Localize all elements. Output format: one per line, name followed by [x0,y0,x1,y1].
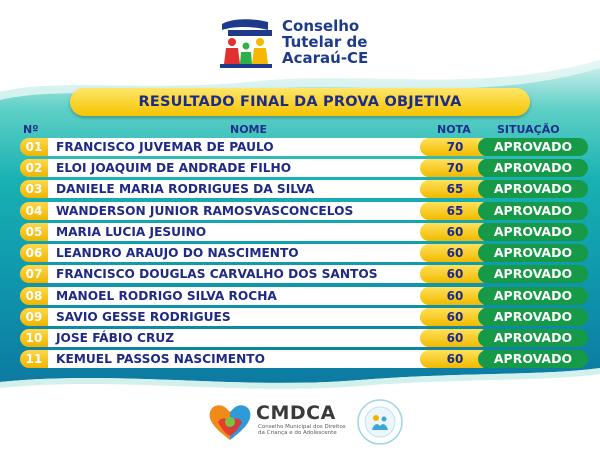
score: 60 [420,265,490,283]
row-number: 09 [20,308,48,326]
score: 60 [420,329,490,347]
candidate-name: JOSE FÁBIO CRUZ [48,329,438,347]
brand-line-3: Acaraú-CE [282,49,369,67]
score: 60 [420,223,490,241]
row-number: 04 [20,202,48,220]
row-number: 08 [20,287,48,305]
row-number: 10 [20,329,48,347]
score: 60 [420,287,490,305]
score: 65 [420,180,490,198]
brand-line-2: Tutelar de [282,33,368,51]
status-badge: APROVADO [478,159,588,177]
status-badge: APROVADO [478,138,588,156]
score: 70 [420,159,490,177]
candidate-name: ELOI JOAQUIM DE ANDRADE FILHO [48,159,438,177]
status-badge: APROVADO [478,329,588,347]
status-badge: APROVADO [478,244,588,262]
candidate-name: DANIELE MARIA RODRIGUES DA SILVA [48,180,438,198]
cmdca-title: CMDCA [256,402,336,424]
row-number: 01 [20,138,48,156]
table-row [20,138,588,156]
header-situacao: SITUAÇÃO [497,123,560,136]
table-row [20,202,588,220]
table-row [20,308,588,326]
table-row [20,159,588,177]
candidate-name: SAVIO GESSE RODRIGUES [48,308,438,326]
status-badge: APROVADO [478,180,588,198]
status-badge: APROVADO [478,265,588,283]
status-badge: APROVADO [478,202,588,220]
row-number: 07 [20,265,48,283]
candidate-name: FRANCISCO JUVEMAR DE PAULO [48,138,438,156]
score: 60 [420,350,490,368]
row-number: 03 [20,180,48,198]
row-number: 06 [20,244,48,262]
candidate-name: MANOEL RODRIGO SILVA ROCHA [48,287,438,305]
status-badge: APROVADO [478,223,588,241]
page-title-banner: RESULTADO FINAL DA PROVA OBJETIVA [70,88,530,116]
candidate-name: KEMUEL PASSOS NASCIMENTO [48,350,438,368]
brand-name [282,18,368,66]
row-number: 11 [20,350,48,368]
candidate-name: WANDERSON JUNIOR RAMOSVASCONCELOS [48,202,438,220]
candidate-name: FRANCISCO DOUGLAS CARVALHO DOS SANTOS [48,265,438,283]
table-row [20,223,588,241]
candidate-name: LEANDRO ARAUJO DO NASCIMENTO [48,244,438,262]
cmdca-heart-logo [204,400,256,444]
score: 60 [420,308,490,326]
header-name: NOME [230,123,268,136]
status-badge: APROVADO [478,350,588,368]
row-number: 05 [20,223,48,241]
selo-unicef-seal [356,398,404,446]
score: 70 [420,138,490,156]
table-row [20,329,588,347]
cmdca-subtitle: Conselho Municipal dos Direitos da Criança e do Adolescente [258,424,346,436]
header-nota: NOTA [437,123,471,136]
status-badge: APROVADO [478,287,588,305]
row-number: 02 [20,159,48,177]
score: 65 [420,202,490,220]
brand-line-1: Conselho [282,17,360,35]
score: 60 [420,244,490,262]
table-row [20,287,588,305]
table-row [20,244,588,262]
table-row [20,180,588,198]
status-badge: APROVADO [478,308,588,326]
candidate-name: MARIA LUCIA JESUINO [48,223,438,241]
table-row [20,265,588,283]
header-num: Nº [23,123,39,136]
